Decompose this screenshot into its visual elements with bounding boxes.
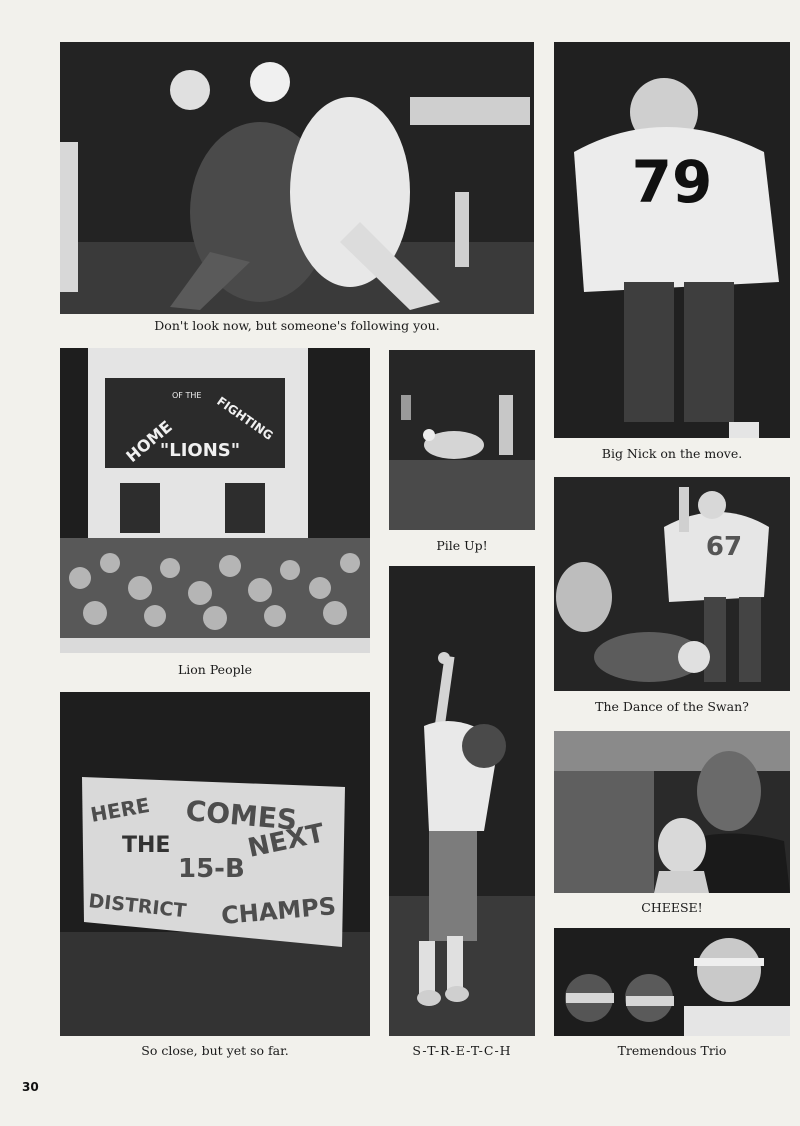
sign-fighting: FIGHTING [214, 393, 276, 443]
caption-lion-people: Lion People [177, 662, 253, 677]
banner-champs: CHAMPS [220, 892, 338, 930]
photo-big-nick [554, 42, 790, 438]
banner-here: HERE [88, 792, 152, 827]
banner-the: THE [122, 833, 171, 858]
photo-cheese [554, 731, 790, 893]
jersey-67: 67 [705, 532, 743, 562]
caption-big-nick: Big Nick on the move. [601, 446, 743, 461]
caption-pile-up: Pile Up! [436, 538, 488, 553]
photo-dance-of-the-swan [554, 477, 790, 691]
caption-tremendous-trio: Tremendous Trio [617, 1043, 727, 1058]
banner-district: DISTRICT [87, 890, 188, 923]
sign-of-the: OF THE [172, 391, 202, 400]
jersey-79: 79 [631, 148, 713, 216]
page-number: 30 [22, 1080, 39, 1094]
caption-tackle: Don't look now, but someone's following you. [154, 318, 440, 333]
sign-home: HOME [122, 416, 176, 467]
banner-next: NEXT [245, 818, 328, 864]
banner-comes: COMES [184, 794, 299, 837]
banner-15b: 15-B [178, 854, 245, 884]
photo-banner [60, 692, 370, 1036]
photo-pile-up [389, 350, 535, 530]
caption-dance-of-the-swan: The Dance of the Swan? [595, 699, 749, 714]
caption-stretch: S-T-R-E-T-C-H [412, 1043, 512, 1058]
sign-lions: "LIONS" [159, 440, 241, 461]
caption-cheese: CHEESE! [641, 900, 703, 915]
photo-tackle [60, 42, 534, 314]
photo-lion-people [60, 348, 370, 653]
caption-banner: So close, but yet so far. [141, 1043, 289, 1058]
photo-tremendous-trio [554, 928, 790, 1036]
photo-stretch [389, 566, 535, 1036]
